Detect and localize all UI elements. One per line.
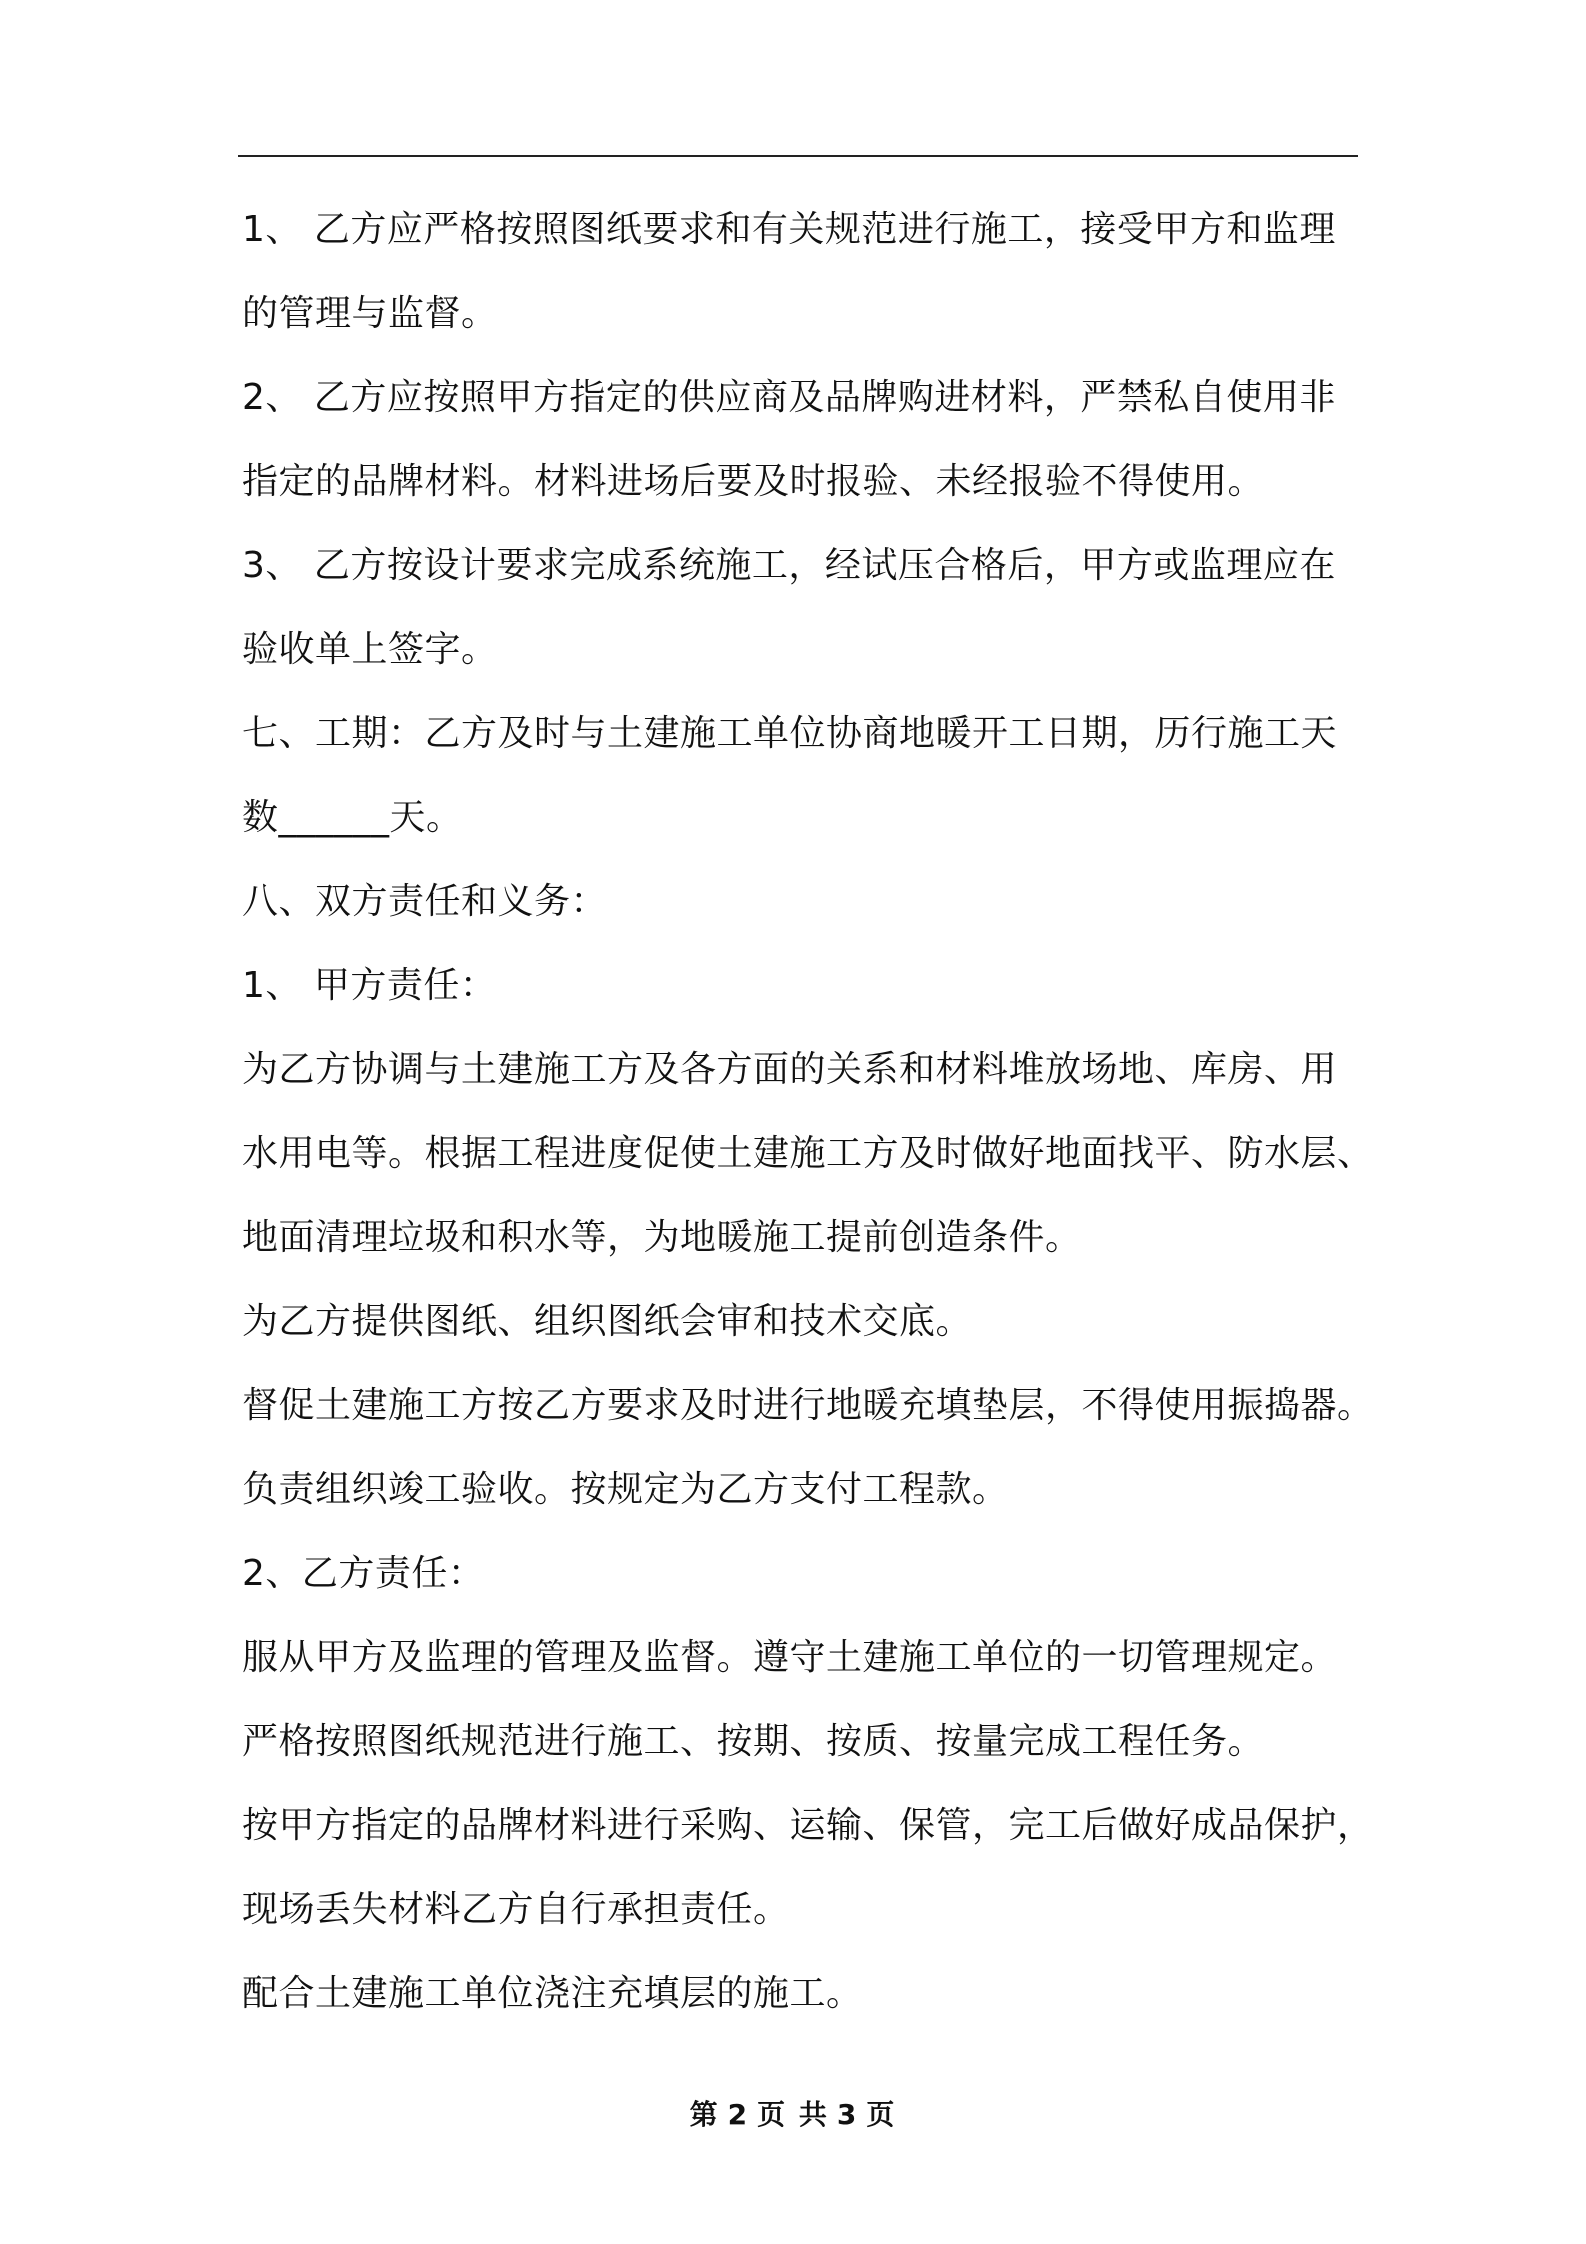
- text-line: 1、 乙方应严格按照图纸要求和有关规范进行施工，接受甲方和监理: [242, 209, 1336, 250]
- text-line: 按甲方指定的品牌材料进行采购、运输、保管，完工后做好成品保护，: [242, 1805, 1374, 1846]
- text-line: 配合土建施工单位浇注充填层的施工。: [242, 1973, 863, 2014]
- text-line: 水用电等。根据工程进度促使土建施工方及时做好地面找平、防水层、: [242, 1133, 1374, 1174]
- text-line: 2、 乙方应按照甲方指定的供应商及品牌购进材料，严禁私自使用非: [242, 377, 1336, 418]
- text-line: 验收单上签字。: [242, 629, 498, 670]
- subsection-heading: 1、 甲方责任：: [242, 965, 497, 1006]
- section-heading: 八、双方责任和义务：: [242, 881, 608, 922]
- text-line: 七、工期：乙方及时与土建施工单位协商地暖开工日期，历行施工天: [242, 713, 1338, 754]
- text-line: 负责组织竣工验收。按规定为乙方支付工程款。: [242, 1469, 1009, 1510]
- text-line: 数______天。: [242, 797, 463, 838]
- document-body: [242, 200, 1382, 2048]
- footer-suffix: 页: [866, 2098, 897, 2131]
- header-rule: [238, 155, 1358, 157]
- footer-mid: 页 共: [757, 2098, 829, 2131]
- text-line: 3、 乙方按设计要求完成系统施工，经试压合格后，甲方或监理应在: [242, 545, 1336, 586]
- text-line: 督促土建施工方按乙方要求及时进行地暖充填垫层，不得使用振捣器。: [242, 1385, 1374, 1426]
- text-line: 为乙方提供图纸、组织图纸会审和技术交底。: [242, 1301, 973, 1342]
- page-footer: [0, 2093, 1586, 2133]
- current-page-number: 2: [727, 2098, 750, 2131]
- footer-prefix: 第: [689, 2098, 720, 2131]
- text-line: 地面清理垃圾和积水等，为地暖施工提前创造条件。: [242, 1217, 1082, 1258]
- text-line: 为乙方协调与土建施工方及各方面的关系和材料堆放场地、库房、用: [242, 1049, 1338, 1090]
- text-line: 严格按照图纸规范进行施工、按期、按质、按量完成工程任务。: [242, 1721, 1265, 1762]
- text-line: 服从甲方及监理的管理及监督。遵守土建施工单位的一切管理规定。: [242, 1637, 1338, 1678]
- subsection-heading: 2、乙方责任：: [242, 1553, 485, 1594]
- text-line: 的管理与监督。: [242, 293, 498, 334]
- text-line: 现场丢失材料乙方自行承担责任。: [242, 1889, 790, 1930]
- text-line: 指定的品牌材料。材料进场后要及时报验、未经报验不得使用。: [242, 461, 1265, 502]
- total-pages-number: 3: [836, 2098, 859, 2131]
